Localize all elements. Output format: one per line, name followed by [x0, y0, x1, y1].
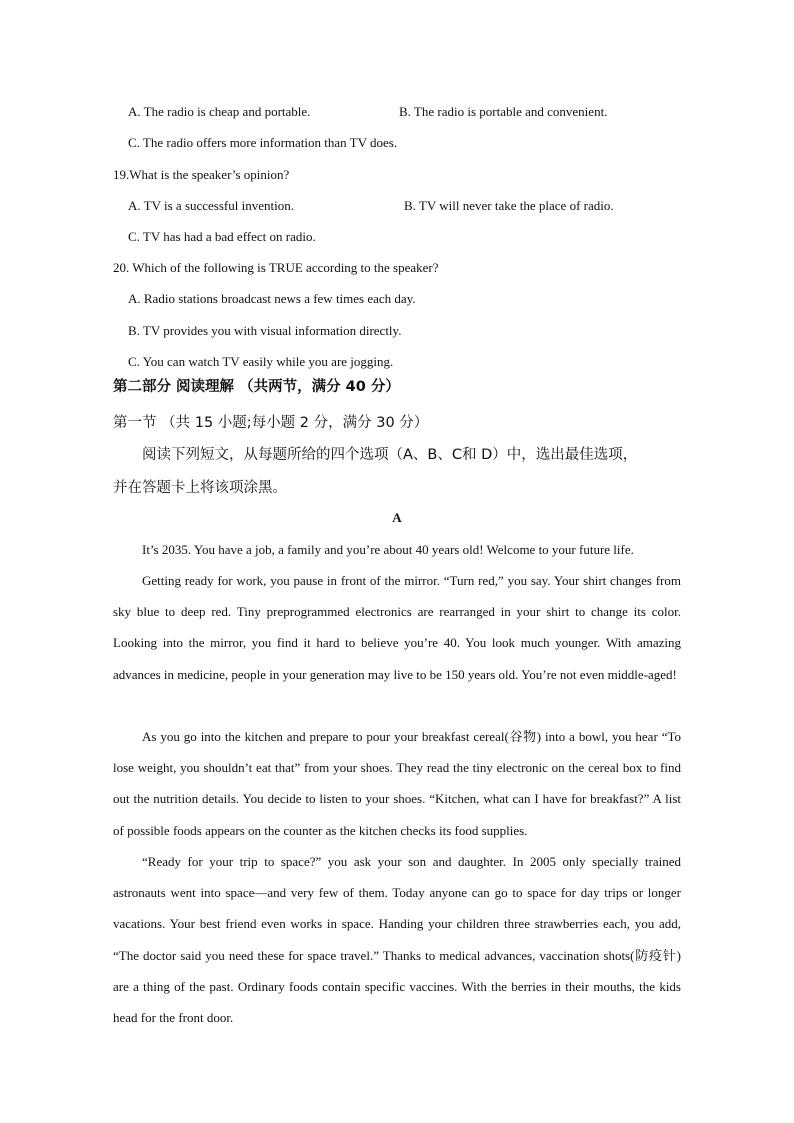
- instructions-line-1: 阅读下列短文，从每题所给的四个选项（A、B、C和 D）中，选出最佳选项，: [142, 447, 638, 463]
- passage-a-label: A: [392, 510, 402, 525]
- q19-option-a: A. TV is a successful invention.: [128, 198, 294, 213]
- q18-option-b: B. The radio is portable and convenient.: [399, 104, 608, 119]
- q20-option-b: B. TV provides you with visual information directly.: [128, 323, 402, 338]
- passage-a-paragraph-2: Getting ready for work, you pause in front of the mirror. “Turn red,” you say. Your shirt changes from sky blue to deep red. Tiny preprogrammed electronics are rearranged in your shirt to change its color. Looking into the mirror, you find it hard to believe you’re 40. You look much younger. With amazing advances in medicine, people in your generation may live to be 150 years old. You’re not even middle-aged!: [113, 573, 681, 682]
- q18-option-c: C. The radio offers more information than TV does.: [128, 135, 398, 150]
- q19-option-c: C. TV has had a bad effect on radio.: [128, 229, 316, 244]
- q18-option-a: A. The radio is cheap and portable.: [128, 104, 311, 119]
- q20-question: 20. Which of the following is TRUE according to the speaker?: [113, 260, 439, 275]
- passage-a-paragraph-1: It’s 2035. You have a job, a family and you’re about 40 years old! Welcome to your future life.: [142, 542, 634, 557]
- part-two-title: 第二部分 阅读理解 （共两节，满分 40 分）: [113, 379, 400, 395]
- passage-a-paragraph-3: As you go into the kitchen and prepare to pour your breakfast cereal(谷物) into a bowl, you hear “To lose weight, you shouldn’t eat that” from your shoes. They read the tiny electronic on the cereal box to find out the nutrition details. You decide to listen to your shoes. “Kitchen, what can I have for breakfast?” A list of possible foods appears on the counter as the kitchen checks its food supplies.: [113, 729, 681, 838]
- passage-a-paragraph-4: “Ready for your trip to space?” you ask your son and daughter. In 2005 only specially trained astronauts went into space—and very few of them. Today anyone can go to space for day trips or longer vacations. Your best friend even works in space. Handing your children three strawberries each, you add, “The doctor said you need these for space travel.” Thanks to medical advances, vaccination shots(防疫针) are a thing of the past. Ordinary foods contain specific vaccines. With the berries in their mouths, the kids head for the front door.: [113, 854, 681, 1026]
- section-one-title: 第一节 （共 15 小题;每小题 2 分，满分 30 分）: [113, 415, 429, 431]
- instructions-line-2: 并在答题卡上将该项涂黑。: [113, 480, 287, 496]
- q19-option-b: B. TV will never take the place of radio.: [404, 198, 614, 213]
- q19-question: 19.What is the speaker’s opinion?: [113, 167, 290, 182]
- q20-option-a: A. Radio stations broadcast news a few times each day.: [128, 291, 416, 306]
- q20-option-c: C. You can watch TV easily while you are jogging.: [128, 354, 394, 369]
